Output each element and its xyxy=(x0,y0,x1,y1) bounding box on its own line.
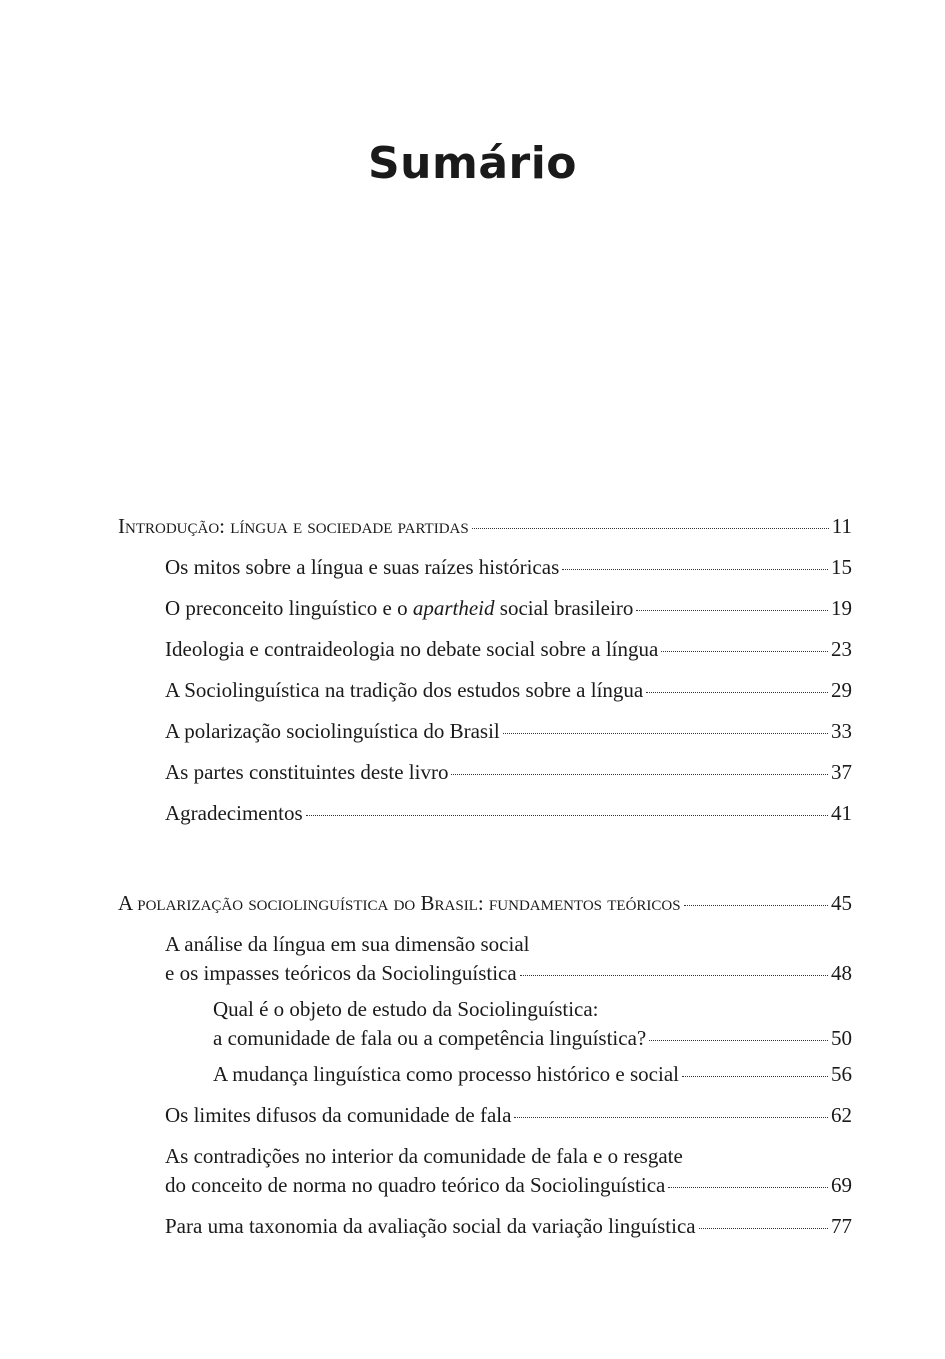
toc-entry[interactable] xyxy=(165,635,852,664)
dot-leader xyxy=(520,975,828,976)
dot-leader xyxy=(668,1187,828,1188)
toc-entry[interactable] xyxy=(165,676,852,705)
toc-part-title: A polarização sociolinguística do Brasil: fundamentos teóricos xyxy=(118,891,681,915)
toc-entry-title: Agradecimentos xyxy=(165,801,303,825)
toc-entry-title: As partes constituintes deste livro xyxy=(165,760,449,784)
toc-page-number: 56 xyxy=(831,1062,852,1086)
dot-leader xyxy=(661,651,828,652)
toc-part-title: Introdução: língua e sociedade partidas xyxy=(118,514,469,538)
toc-entry[interactable] xyxy=(165,717,852,746)
dot-leader xyxy=(699,1228,828,1229)
dot-leader xyxy=(684,905,828,906)
toc-page-number: 19 xyxy=(831,596,852,620)
toc-page-number: 48 xyxy=(831,961,852,985)
toc-entry-title-line1: A análise da língua em sua dimensão social xyxy=(165,932,530,956)
toc-subentry[interactable] xyxy=(213,1060,852,1089)
toc-part-polarizacao[interactable] xyxy=(118,889,852,918)
toc-page-number: 11 xyxy=(831,514,852,538)
dot-leader xyxy=(636,610,828,611)
toc-entry-title-line2: a comunidade de fala ou a competência linguística? xyxy=(213,1026,647,1050)
toc-entry-title: Ideologia e contraideologia no debate social sobre a língua xyxy=(165,637,659,661)
dot-leader xyxy=(514,1117,828,1118)
toc-page-number: 29 xyxy=(831,678,852,702)
toc-entry[interactable] xyxy=(165,1142,852,1200)
toc-page-number: 62 xyxy=(831,1103,852,1127)
toc-entry-title-line1: Qual é o objeto de estudo da Sociolinguística: xyxy=(213,997,599,1021)
toc-entry-title: Os mitos sobre a língua e suas raízes históricas xyxy=(165,555,560,579)
toc-page-number: 69 xyxy=(831,1173,852,1197)
dot-leader xyxy=(649,1040,828,1041)
toc-entry-title-line2: do conceito de norma no quadro teórico da Sociolinguística xyxy=(165,1173,666,1197)
toc-entry-title-end: social brasileiro xyxy=(494,596,634,620)
toc-page-number: 15 xyxy=(831,555,852,579)
toc-entry-title: A Sociolinguística na tradição dos estudos sobre a língua xyxy=(165,678,644,702)
toc-entry[interactable] xyxy=(165,1212,852,1241)
toc-entry-title: A polarização sociolinguística do Brasil xyxy=(165,719,500,743)
dot-leader xyxy=(682,1076,828,1077)
toc-page-number: 50 xyxy=(831,1026,852,1050)
dot-leader xyxy=(503,733,828,734)
toc-part-introducao[interactable] xyxy=(118,512,852,541)
toc-page-number: 37 xyxy=(831,760,852,784)
toc-page-number: 23 xyxy=(831,637,852,661)
dot-leader xyxy=(562,569,828,570)
toc-page-number: 77 xyxy=(831,1214,852,1238)
dot-leader xyxy=(472,528,829,529)
dot-leader xyxy=(306,815,828,816)
toc-entry[interactable] xyxy=(165,930,852,988)
toc-entry[interactable] xyxy=(165,594,852,623)
toc-entry-title-start: O preconceito linguístico e o xyxy=(165,596,413,620)
toc-entry-title xyxy=(165,594,633,623)
toc-entry-title: A mudança linguística como processo histórico e social xyxy=(213,1062,679,1086)
toc-page-number: 41 xyxy=(831,801,852,825)
dot-leader xyxy=(451,774,828,775)
toc-subentry[interactable] xyxy=(213,995,852,1053)
toc-entry[interactable] xyxy=(165,799,852,828)
toc-entry-title-line1: As contradições no interior da comunidade de fala e o resgate xyxy=(165,1144,683,1168)
dot-leader xyxy=(646,692,828,693)
toc-entry[interactable] xyxy=(165,553,852,582)
toc-entry-title-italic: apartheid xyxy=(412,596,495,620)
toc-entry[interactable] xyxy=(165,1101,852,1130)
toc-entry[interactable] xyxy=(165,758,852,787)
toc-entry-title-line2: e os impasses teóricos da Sociolinguística xyxy=(165,961,517,985)
toc-entry-title: Para uma taxonomia da avaliação social da variação linguística xyxy=(165,1214,696,1238)
toc-page-number: 33 xyxy=(831,719,852,743)
page-title: Sumário xyxy=(367,138,578,189)
toc-page-number: 45 xyxy=(831,891,852,915)
toc-entry-title: Os limites difusos da comunidade de fala xyxy=(165,1103,512,1127)
